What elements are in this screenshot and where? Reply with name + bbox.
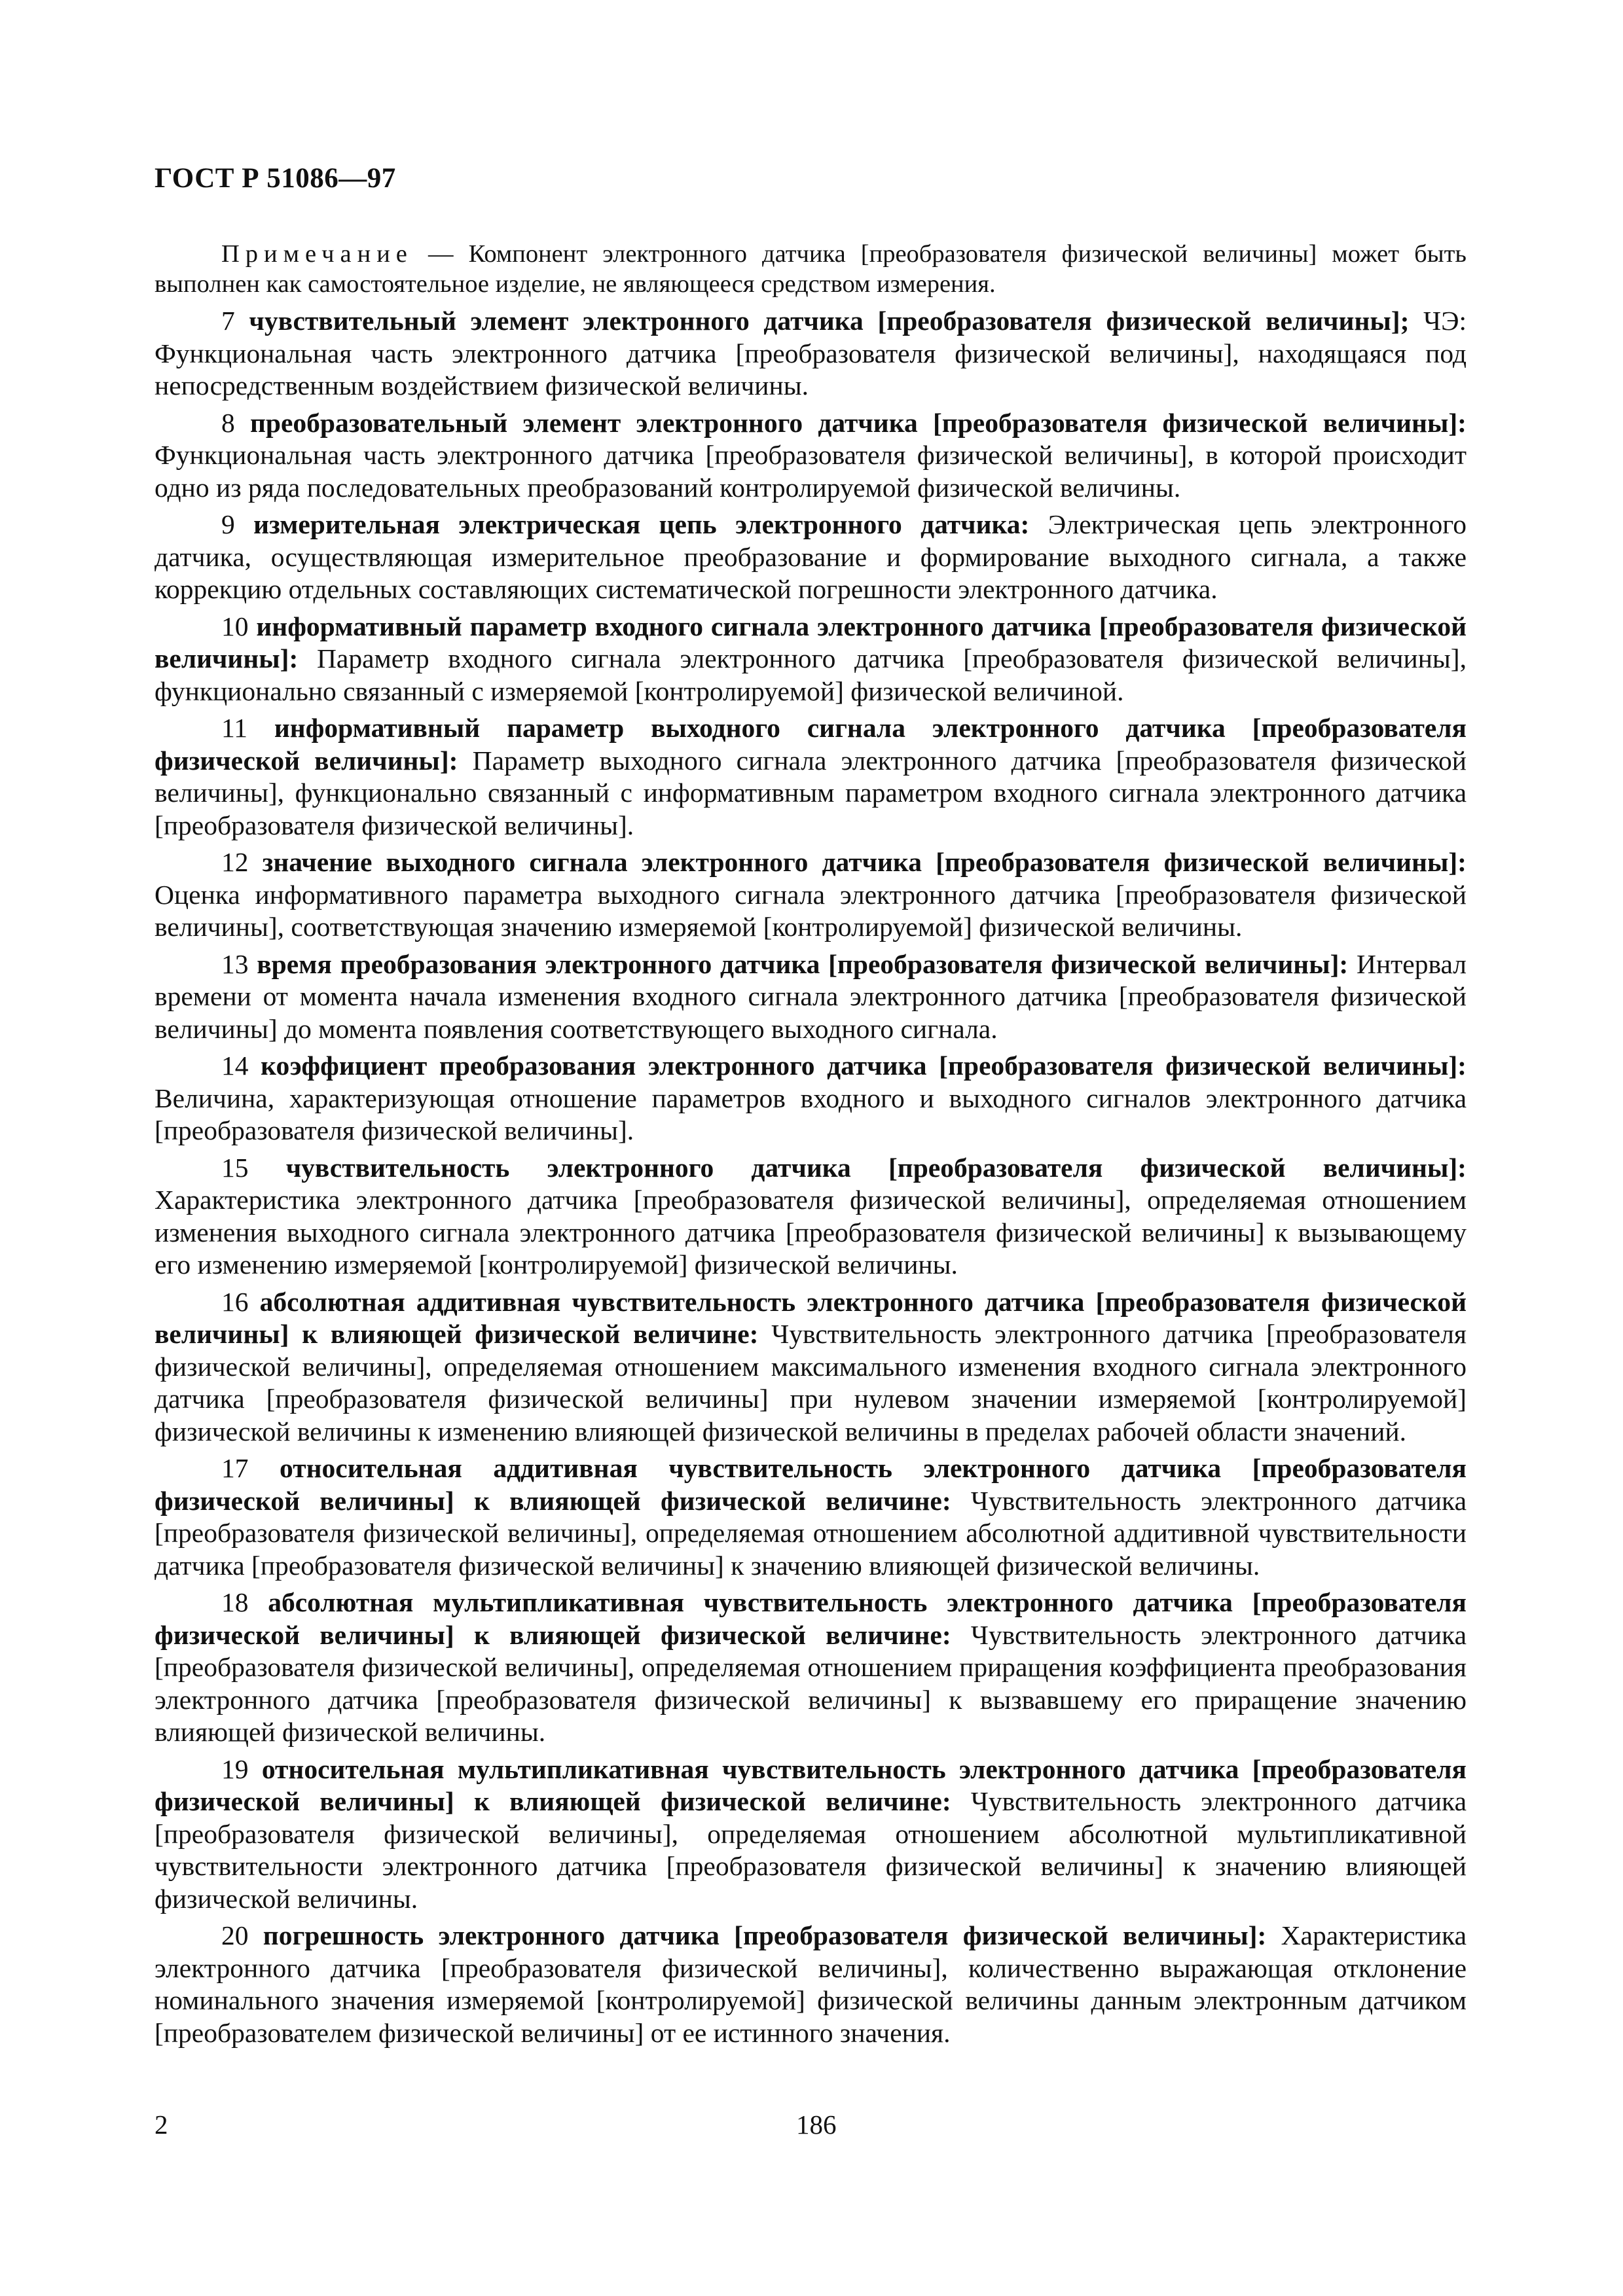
term-definition: Электрическая цепь электронного датчика, осуществляющая измерительное преобразование и формирование выходного сигнала, а также коррекцию отдельных составляющих систематической погрешности электронного датчика.	[155, 509, 1467, 604]
term-title: информативный параметр входного сигнала электронного датчика [преобразователя физической величины]:	[155, 611, 1467, 673]
term-title: погрешность электронного датчика [преобразователя физической величины]:	[263, 1920, 1267, 1950]
term-title: время преобразования электронного датчика [преобразователя физической величины]:	[257, 948, 1349, 979]
page-number: 2	[155, 2109, 168, 2140]
terms-list	[155, 305, 1467, 2054]
term-entry	[155, 948, 1467, 1046]
term-title: значение выходного сигнала электронного датчика [преобразователя физической величины]:	[262, 847, 1467, 877]
term-title: абсолютная мультипликативная чувствительность электронного датчика [преобразователя физической величины] к влияющей физической величине:	[155, 1587, 1467, 1650]
note-label: Примечание	[221, 240, 413, 268]
term-title: чувствительность электронного датчика [преобразователя физической величины]:	[285, 1152, 1467, 1183]
term-number: 7	[221, 306, 235, 336]
term-number: 16	[221, 1286, 249, 1317]
term-entry	[155, 1050, 1467, 1147]
term-entry	[155, 1286, 1467, 1448]
term-title: чувствительный элемент электронного датчика [преобразователя физической величины];	[249, 306, 1410, 336]
term-entry	[155, 1587, 1467, 1749]
term-entry	[155, 1920, 1467, 2049]
term-title: относительная мультипликативная чувствительность электронного датчика [преобразователя физической величины] к влияющей физической величине:	[155, 1753, 1467, 1816]
term-number: 11	[221, 713, 247, 743]
term-entry	[155, 846, 1467, 944]
term-definition: Параметр выходного сигнала электронного датчика [преобразователя физической величины], функционально связанный с информативным параметром входного сигнала электронного датчика [преобразователя физической величины].	[155, 745, 1467, 840]
term-entry	[155, 305, 1467, 403]
term-number: 8	[221, 407, 235, 438]
term-title: измерительная электрическая цепь электронного датчика:	[253, 509, 1030, 539]
term-entry	[155, 1152, 1467, 1282]
term-definition: ЧЭ: Функциональная часть электронного датчика [преобразователя физической величины], находящаяся под непосредственным воздействием физической величины.	[155, 306, 1467, 401]
term-number: 18	[221, 1587, 249, 1617]
term-title: коэффициент преобразования электронного датчика [преобразователя физической величины]:	[261, 1050, 1467, 1081]
term-number: 9	[221, 509, 235, 539]
term-definition: Характеристика электронного датчика [преобразователя физической величины], определяемая отношением изменения выходного сигнала электронного датчика [преобразователя физической величины] к вызывающему его изменению измеряемой [контролируемой] физической величины.	[155, 1185, 1467, 1280]
term-entry	[155, 407, 1467, 505]
document-code: ГОСТ Р 51086—97	[155, 163, 396, 194]
term-title: относительная аддитивная чувствительность электронного датчика [преобразователя физической величины] к влияющей физической величине:	[155, 1453, 1467, 1516]
term-definition: Чувствительность электронного датчика [преобразователя физической величины], определяемая отношением максимального изменения входного сигнала электронного датчика [преобразователя физической величины] при нулевом значении измеряемой [контролируемой] физической величины к изменению влияющей физической величины в пределах рабочей области значений.	[155, 1319, 1467, 1446]
term-entry	[155, 509, 1467, 606]
note-paragraph	[155, 239, 1467, 299]
term-number: 12	[221, 847, 249, 877]
term-number: 10	[221, 611, 249, 641]
term-title: информативный параметр выходного сигнала электронного датчика [преобразователя физической величины]:	[155, 713, 1467, 776]
term-definition: Величина, характеризующая отношение параметров входного и выходного сигналов электронного датчика [преобразователя физической величины].	[155, 1083, 1467, 1145]
term-number: 20	[221, 1920, 249, 1950]
term-entry	[155, 1753, 1467, 1916]
term-definition: Параметр входного сигнала электронного датчика [преобразователя физической величины], функционально связанный с измеряемой [контролируемой] физической величиной.	[155, 643, 1467, 706]
term-definition: Характеристика электронного датчика [преобразователя физической величины], количественно выражающая отклонение номинального значения измеряемой [контролируемой] физической величины данным электронным датчиком [преобразователем физической величины] от ее истинного значения.	[155, 1920, 1467, 2048]
term-entry	[155, 611, 1467, 708]
term-number: 17	[221, 1453, 249, 1483]
term-definition: Оценка информативного параметра выходного сигнала электронного датчика [преобразователя физической величины], соответствующая значению измеряемой [контролируемой] физической величины.	[155, 879, 1467, 942]
note-text: — Компонент электронного датчика [преобразователя физической величины] может быть выполнен как самостоятельное изделие, не являющееся средством измерения.	[155, 240, 1467, 298]
term-number: 15	[221, 1152, 249, 1183]
term-definition: Чувствительность электронного датчика [преобразователя физической величины], определяемая отношением приращения коэффициента преобразования электронного датчика [преобразователя физической величины] к вызвавшему его приращение значению влияющей физической величины.	[155, 1619, 1467, 1747]
term-number: 19	[221, 1753, 249, 1784]
term-definition: Чувствительность электронного датчика [преобразователя физической величины], определяемая отношением абсолютной аддитивной чувствительности датчика [преобразователя физической величины] к значению влияющей физической величины.	[155, 1485, 1467, 1581]
term-definition: Чувствительность электронного датчика [преобразователя физической величины], определяемая отношением абсолютной мультипликативной чувствительности электронного датчика [преобразователя физической величины] к значению влияющей физической величины.	[155, 1786, 1467, 1914]
term-number: 13	[221, 948, 249, 979]
term-entry	[155, 1452, 1467, 1582]
sheet-number: 186	[796, 2109, 837, 2140]
term-number: 14	[221, 1050, 249, 1081]
term-entry	[155, 712, 1467, 842]
term-title: преобразовательный элемент электронного датчика [преобразователя физической величины]:	[249, 407, 1467, 438]
term-definition: Функциональная часть электронного датчика [преобразователя физической величины], в которой происходит одно из ряда последовательных преобразований контролируемой физической величины.	[155, 440, 1467, 503]
term-title: абсолютная аддитивная чувствительность электронного датчика [преобразователя физической величины] к влияющей физической величине:	[155, 1286, 1467, 1349]
term-definition: Интервал времени от момента начала изменения входного сигнала электронного датчика [преобразователя физической величины] до момента появления соответствующего выходного сигнала.	[155, 948, 1467, 1044]
